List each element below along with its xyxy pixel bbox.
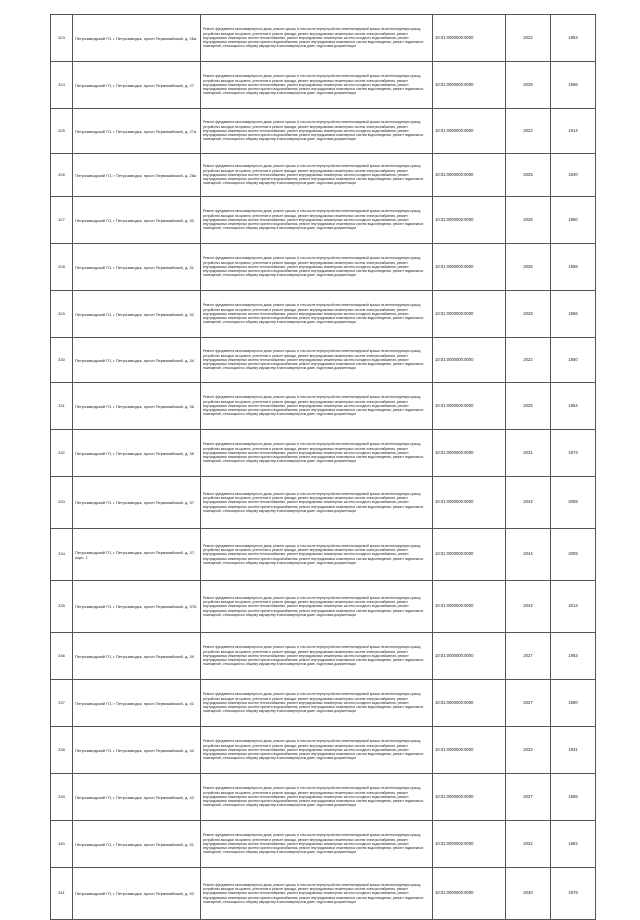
cadastral-number-cell: 10:01:0000000:0000: [433, 529, 506, 581]
row-number: 336: [51, 633, 73, 680]
cadastral-number-cell: 10:01:0000000:0000: [433, 154, 506, 197]
cadastral-number-cell: 10:01:0000000:0000: [433, 868, 506, 920]
cadastral-number-cell: 10:01:0000000:0000: [433, 244, 506, 291]
table-row: [51, 821, 596, 868]
row-number: 332: [51, 430, 73, 477]
work-description-cell: Ремонт фундамента многоквартирного дома, ремонт крыши, в том числе переустройство невентилируемой крыши на вентилируемую крышу, устройство выходов на кровлю, утепление и ремонт фасада, ремонт внутридомовых инженерных систем электроснабжения, ремонт внутридомовых инженерных систем теплоснабжения, ремонт внутридомовых инженерных систем холодного водоснабжения, ремонт внутридомовых инженерных систем горячего водоснабжения, ремонт внутридомовых инженерных систем водоотведения, ремонт подвальных помещений, относящихся к общему имуществу в многоквартирном доме, подготовка документации: [201, 15, 433, 62]
row-number: 329: [51, 291, 73, 338]
table-row: [51, 581, 596, 633]
address-cell: Петрозаводский ГО, г Петрозаводск, просп Первомайский, д. 36: [73, 383, 201, 430]
address-cell: Петрозаводский ГО, г Петрозаводск, просп Первомайский, д. 27: [73, 62, 201, 109]
planned-year-cell: 2027: [506, 633, 551, 680]
cadastral-number-cell: 10:01:0000000:0000: [433, 109, 506, 154]
planned-year-cell: 2022: [506, 15, 551, 62]
cadastral-number-cell: 10:01:0000000:0000: [433, 821, 506, 868]
build-year-cell: 1956: [551, 244, 596, 291]
row-number: 331: [51, 383, 73, 430]
planned-year-cell: 2022: [506, 338, 551, 383]
build-year-cell: 1914: [551, 109, 596, 154]
capital-repair-table: [50, 14, 596, 920]
build-year-cell: 1940: [551, 154, 596, 197]
build-year-cell: 1973: [551, 430, 596, 477]
work-description-cell: Ремонт фундамента многоквартирного дома, ремонт крыши, в том числе переустройство невентилируемой крыши на вентилируемую крышу, устройство выходов на кровлю, утепление и ремонт фасада, ремонт внутридомовых инженерных систем электроснабжения, ремонт внутридомовых инженерных систем теплоснабжения, ремонт внутридомовых инженерных систем холодного водоснабжения, ремонт внутридомовых инженерных систем горячего водоснабжения, ремонт внутридомовых инженерных систем водоотведения, ремонт подвальных помещений, относящихся к общему имуществу в многоквартирном доме, подготовка документации: [201, 430, 433, 477]
table-row: [51, 633, 596, 680]
row-number: 341: [51, 868, 73, 920]
build-year-cell: 1950: [551, 197, 596, 244]
planned-year-cell: 2025: [506, 154, 551, 197]
build-year-cell: 1982: [551, 821, 596, 868]
work-description-cell: Ремонт фундамента многоквартирного дома, ремонт крыши, в том числе переустройство невентилируемой крыши на вентилируемую крышу, устройство выходов на кровлю, утепление и ремонт фасада, ремонт внутридомовых инженерных систем электроснабжения, ремонт внутридомовых инженерных систем теплоснабжения, ремонт внутридомовых инженерных систем холодного водоснабжения, ремонт внутридомовых инженерных систем горячего водоснабжения, ремонт внутридомовых инженерных систем водоотведения, ремонт подвальных помещений, относящихся к общему имуществу в многоквартирном доме, подготовка документации: [201, 338, 433, 383]
build-year-cell: 1963: [551, 633, 596, 680]
cadastral-number-cell: 10:01:0000000:0000: [433, 477, 506, 529]
work-description-cell: Ремонт фундамента многоквартирного дома, ремонт крыши, в том числе переустройство невентилируемой крыши на вентилируемую крышу, устройство выходов на кровлю, утепление и ремонт фасада, ремонт внутридомовых инженерных систем электроснабжения, ремонт внутридомовых инженерных систем теплоснабжения, ремонт внутридомовых инженерных систем холодного водоснабжения, ремонт внутридомовых инженерных систем горячего водоснабжения, ремонт внутридомовых инженерных систем водоотведения, ремонт подвальных помещений, относящихся к общему имуществу в многоквартирном доме, подготовка документации: [201, 680, 433, 727]
address-cell: Петрозаводский ГО, г Петрозаводск, просп Первомайский, д. 37Б: [73, 581, 201, 633]
table-row: [51, 291, 596, 338]
work-description-cell: Ремонт фундамента многоквартирного дома, ремонт крыши, в том числе переустройство невентилируемой крыши на вентилируемую крышу, устройство выходов на кровлю, утепление и ремонт фасада, ремонт внутридомовых инженерных систем электроснабжения, ремонт внутридомовых инженерных систем теплоснабжения, ремонт внутридомовых инженерных систем холодного водоснабжения, ремонт внутридомовых инженерных систем горячего водоснабжения, ремонт внутридомовых инженерных систем водоотведения, ремонт подвальных помещений, относящихся к общему имуществу в многоквартирном доме, подготовка документации: [201, 383, 433, 430]
cadastral-number-cell: 10:01:0000000:0000: [433, 774, 506, 821]
planned-year-cell: 2031: [506, 430, 551, 477]
table-row: [51, 244, 596, 291]
planned-year-cell: 2027: [506, 680, 551, 727]
address-cell: Петрозаводский ГО, г Петрозаводск, просп Первомайский, д. 39: [73, 633, 201, 680]
cadastral-number-cell: 10:01:0000000:0000: [433, 430, 506, 477]
cadastral-number-cell: 10:01:0000000:0000: [433, 680, 506, 727]
planned-year-cell: 2044: [506, 581, 551, 633]
table-row: [51, 529, 596, 581]
table-row: [51, 109, 596, 154]
cadastral-number-cell: 10:01:0000000:0000: [433, 197, 506, 244]
work-description-cell: Ремонт фундамента многоквартирного дома, ремонт крыши, в том числе переустройство невентилируемой крыши на вентилируемую крышу, устройство выходов на кровлю, утепление и ремонт фасада, ремонт внутридомовых инженерных систем электроснабжения, ремонт внутридомовых инженерных систем теплоснабжения, ремонт внутридомовых инженерных систем холодного водоснабжения, ремонт внутридомовых инженерных систем горячего водоснабжения, ремонт внутридомовых инженерных систем водоотведения, ремонт подвальных помещений, относящихся к общему имуществу в многоквартирном доме, подготовка документации: [201, 727, 433, 774]
address-cell: Петрозаводский ГО, г Петрозаводск, просп Первомайский, д. 28а: [73, 154, 201, 197]
table-row: [51, 477, 596, 529]
address-cell: Петрозаводский ГО, г Петрозаводск, просп Первомайский, д. 52: [73, 868, 201, 920]
table-row: [51, 430, 596, 477]
planned-year-cell: 2044: [506, 529, 551, 581]
row-number: 338: [51, 727, 73, 774]
row-number: 334: [51, 529, 73, 581]
work-description-cell: Ремонт фундамента многоквартирного дома, ремонт крыши, в том числе переустройство невентилируемой крыши на вентилируемую крышу, устройство выходов на кровлю, утепление и ремонт фасада, ремонт внутридомовых инженерных систем электроснабжения, ремонт внутридомовых инженерных систем теплоснабжения, ремонт внутридомовых инженерных систем холодного водоснабжения, ремонт внутридомовых инженерных систем горячего водоснабжения, ремонт внутридомовых инженерных систем водоотведения, ремонт подвальных помещений, относящихся к общему имуществу в многоквартирном доме, подготовка документации: [201, 774, 433, 821]
row-number: 337: [51, 680, 73, 727]
cadastral-number-cell: 10:01:0000000:0000: [433, 15, 506, 62]
address-cell: Петрозаводский ГО, г Петрозаводск, просп Первомайский, д. 31: [73, 244, 201, 291]
row-number: 324: [51, 62, 73, 109]
cadastral-number-cell: 10:01:0000000:0000: [433, 727, 506, 774]
build-year-cell: 1931: [551, 727, 596, 774]
table-row: [51, 154, 596, 197]
work-description-cell: Ремонт фундамента многоквартирного дома, ремонт крыши, в том числе переустройство невентилируемой крыши на вентилируемую крышу, устройство выходов на кровлю, утепление и ремонт фасада, ремонт внутридомовых инженерных систем электроснабжения, ремонт внутридомовых инженерных систем теплоснабжения, ремонт внутридомовых инженерных систем холодного водоснабжения, ремонт внутридомовых инженерных систем горячего водоснабжения, ремонт внутридомовых инженерных систем водоотведения, ремонт подвальных помещений, относящихся к общему имуществу в многоквартирном доме, подготовка документации: [201, 62, 433, 109]
planned-year-cell: 2040: [506, 868, 551, 920]
work-description-cell: Ремонт фундамента многоквартирного дома, ремонт крыши, в том числе переустройство невентилируемой крыши на вентилируемую крышу, устройство выходов на кровлю, утепление и ремонт фасада, ремонт внутридомовых инженерных систем электроснабжения, ремонт внутридомовых инженерных систем теплоснабжения, ремонт внутридомовых инженерных систем холодного водоснабжения, ремонт внутридомовых инженерных систем горячего водоснабжения, ремонт внутридомовых инженерных систем водоотведения, ремонт подвальных помещений, относящихся к общему имуществу в многоквартирном доме, подготовка документации: [201, 291, 433, 338]
build-year-cell: 1956: [551, 291, 596, 338]
work-description-cell: Ремонт фундамента многоквартирного дома, ремонт крыши, в том числе переустройство невентилируемой крыши на вентилируемую крышу, устройство выходов на кровлю, утепление и ремонт фасада, ремонт внутридомовых инженерных систем электроснабжения, ремонт внутридомовых инженерных систем теплоснабжения, ремонт внутридомовых инженерных систем холодного водоснабжения, ремонт внутридомовых инженерных систем горячего водоснабжения, ремонт внутридомовых инженерных систем водоотведения, ремонт подвальных помещений, относящихся к общему имуществу в многоквартирном доме, подготовка документации: [201, 197, 433, 244]
work-description-cell: Ремонт фундамента многоквартирного дома, ремонт крыши, в том числе переустройство невентилируемой крыши на вентилируемую крышу, устройство выходов на кровлю, утепление и ремонт фасада, ремонт внутридомовых инженерных систем электроснабжения, ремонт внутридомовых инженерных систем теплоснабжения, ремонт внутридомовых инженерных систем холодного водоснабжения, ремонт внутридомовых инженерных систем горячего водоснабжения, ремонт внутридомовых инженерных систем водоотведения, ремонт подвальных помещений, относящихся к общему имуществу в многоквартирном доме, подготовка документации: [201, 109, 433, 154]
address-cell: Петрозаводский ГО, г Петрозаводск, просп Первомайский, д. 41: [73, 680, 201, 727]
cadastral-number-cell: 10:01:0000000:0000: [433, 62, 506, 109]
build-year-cell: 1956: [551, 62, 596, 109]
build-year-cell: 1950: [551, 338, 596, 383]
address-cell: Петрозаводский ГО, г Петрозаводск, просп Первомайский, д. 42: [73, 774, 201, 821]
address-cell: Петрозаводский ГО, г Петрозаводск, просп Первомайский, д. 51: [73, 821, 201, 868]
build-year-cell: 1963: [551, 15, 596, 62]
planned-year-cell: 2032: [506, 821, 551, 868]
row-number: 330: [51, 338, 73, 383]
table-row: [51, 197, 596, 244]
table-row: [51, 680, 596, 727]
work-description-cell: Ремонт фундамента многоквартирного дома, ремонт крыши, в том числе переустройство невентилируемой крыши на вентилируемую крышу, устройство выходов на кровлю, утепление и ремонт фасада, ремонт внутридомовых инженерных систем электроснабжения, ремонт внутридомовых инженерных систем теплоснабжения, ремонт внутридомовых инженерных систем холодного водоснабжения, ремонт внутридомовых инженерных систем горячего водоснабжения, ремонт внутридомовых инженерных систем водоотведения, ремонт подвальных помещений, относящихся к общему имуществу в многоквартирном доме, подготовка документации: [201, 868, 433, 920]
work-description-cell: Ремонт фундамента многоквартирного дома, ремонт крыши, в том числе переустройство невентилируемой крыши на вентилируемую крышу, устройство выходов на кровлю, утепление и ремонт фасада, ремонт внутридомовых инженерных систем электроснабжения, ремонт внутридомовых инженерных систем теплоснабжения, ремонт внутридомовых инженерных систем холодного водоснабжения, ремонт внутридомовых инженерных систем горячего водоснабжения, ремонт внутридомовых инженерных систем водоотведения, ремонт подвальных помещений, относящихся к общему имуществу в многоквартирном доме, подготовка документации: [201, 633, 433, 680]
build-year-cell: 2013: [551, 581, 596, 633]
cadastral-number-cell: 10:01:0000000:0000: [433, 291, 506, 338]
address-cell: Петрозаводский ГО, г Петрозаводск, просп Первомайский, д. 40: [73, 727, 201, 774]
cadastral-number-cell: 10:01:0000000:0000: [433, 633, 506, 680]
row-number: 340: [51, 821, 73, 868]
planned-year-cell: 2044: [506, 477, 551, 529]
work-description-cell: Ремонт фундамента многоквартирного дома, ремонт крыши, в том числе переустройство невентилируемой крыши на вентилируемую крышу, устройство выходов на кровлю, утепление и ремонт фасада, ремонт внутридомовых инженерных систем электроснабжения, ремонт внутридомовых инженерных систем теплоснабжения, ремонт внутридомовых инженерных систем холодного водоснабжения, ремонт внутридомовых инженерных систем горячего водоснабжения, ремонт внутридомовых инженерных систем водоотведения, ремонт подвальных помещений, относящихся к общему имуществу в многоквартирном доме, подготовка документации: [201, 529, 433, 581]
address-cell: Петрозаводский ГО, г Петрозаводск, просп Первомайский, д. 26а: [73, 15, 201, 62]
cadastral-number-cell: 10:01:0000000:0000: [433, 383, 506, 430]
cadastral-number-cell: 10:01:0000000:0000: [433, 581, 506, 633]
table-row: [51, 868, 596, 920]
row-number: 339: [51, 774, 73, 821]
planned-year-cell: 2022: [506, 109, 551, 154]
address-cell: Петрозаводский ГО, г Петрозаводск, просп Первомайский, д. 37: [73, 477, 201, 529]
work-description-cell: Ремонт фундамента многоквартирного дома, ремонт крыши, в том числе переустройство невентилируемой крыши на вентилируемую крышу, устройство выходов на кровлю, утепление и ремонт фасада, ремонт внутридомовых инженерных систем электроснабжения, ремонт внутридомовых инженерных систем теплоснабжения, ремонт внутридомовых инженерных систем холодного водоснабжения, ремонт внутридомовых инженерных систем горячего водоснабжения, ремонт внутридомовых инженерных систем водоотведения, ремонт подвальных помещений, относящихся к общему имуществу в многоквартирном доме, подготовка документации: [201, 477, 433, 529]
table-row: [51, 15, 596, 62]
address-cell: Петрозаводский ГО, г Петрозаводск, просп Первомайский, д. 34: [73, 338, 201, 383]
planned-year-cell: 2028: [506, 197, 551, 244]
table-row: [51, 338, 596, 383]
row-number: 326: [51, 154, 73, 197]
row-number: 335: [51, 581, 73, 633]
address-cell: Петрозаводский ГО, г Петрозаводск, просп Первомайский, д. 27а: [73, 109, 201, 154]
document-page: [50, 14, 595, 920]
planned-year-cell: 2032: [506, 727, 551, 774]
build-year-cell: 2008: [551, 477, 596, 529]
row-number: 328: [51, 244, 73, 291]
row-number: 327: [51, 197, 73, 244]
cadastral-number-cell: 10:01:0000000:0000: [433, 338, 506, 383]
build-year-cell: 2009: [551, 529, 596, 581]
build-year-cell: 1964: [551, 383, 596, 430]
planned-year-cell: 2027: [506, 774, 551, 821]
planned-year-cell: 2026: [506, 244, 551, 291]
work-description-cell: Ремонт фундамента многоквартирного дома, ремонт крыши, в том числе переустройство невентилируемой крыши на вентилируемую крышу, устройство выходов на кровлю, утепление и ремонт фасада, ремонт внутридомовых инженерных систем электроснабжения, ремонт внутридомовых инженерных систем теплоснабжения, ремонт внутридомовых инженерных систем холодного водоснабжения, ремонт внутридомовых инженерных систем горячего водоснабжения, ремонт внутридомовых инженерных систем водоотведения, ремонт подвальных помещений, относящихся к общему имуществу в многоквартирном доме, подготовка документации: [201, 581, 433, 633]
row-number: 323: [51, 15, 73, 62]
build-year-cell: 1979: [551, 868, 596, 920]
table-row: [51, 774, 596, 821]
address-cell: Петрозаводский ГО, г Петрозаводск, просп Первомайский, д. 32: [73, 291, 201, 338]
table-row: [51, 727, 596, 774]
address-cell: Петрозаводский ГО, г Петрозаводск, просп Первомайский, д. 35: [73, 430, 201, 477]
row-number: 333: [51, 477, 73, 529]
table-row: [51, 62, 596, 109]
planned-year-cell: 2025: [506, 383, 551, 430]
planned-year-cell: 2026: [506, 62, 551, 109]
row-number: 325: [51, 109, 73, 154]
build-year-cell: 1955: [551, 774, 596, 821]
address-cell: Петрозаводский ГО, г Петрозаводск, просп Первомайский, д. 30: [73, 197, 201, 244]
work-description-cell: Ремонт фундамента многоквартирного дома, ремонт крыши, в том числе переустройство невентилируемой крыши на вентилируемую крышу, устройство выходов на кровлю, утепление и ремонт фасада, ремонт внутридомовых инженерных систем электроснабжения, ремонт внутридомовых инженерных систем теплоснабжения, ремонт внутридомовых инженерных систем холодного водоснабжения, ремонт внутридомовых инженерных систем горячего водоснабжения, ремонт внутридомовых инженерных систем водоотведения, ремонт подвальных помещений, относящихся к общему имуществу в многоквартирном доме, подготовка документации: [201, 154, 433, 197]
address-cell: Петрозаводский ГО, г Петрозаводск, просп Первомайский, д. 37, корп. 1: [73, 529, 201, 581]
work-description-cell: Ремонт фундамента многоквартирного дома, ремонт крыши, в том числе переустройство невентилируемой крыши на вентилируемую крышу, устройство выходов на кровлю, утепление и ремонт фасада, ремонт внутридомовых инженерных систем электроснабжения, ремонт внутридомовых инженерных систем теплоснабжения, ремонт внутридомовых инженерных систем холодного водоснабжения, ремонт внутридомовых инженерных систем горячего водоснабжения, ремонт внутридомовых инженерных систем водоотведения, ремонт подвальных помещений, относящихся к общему имуществу в многоквартирном доме, подготовка документации: [201, 821, 433, 868]
build-year-cell: 1960: [551, 680, 596, 727]
table-row: [51, 383, 596, 430]
table-body: [51, 15, 596, 920]
planned-year-cell: 2028: [506, 291, 551, 338]
work-description-cell: Ремонт фундамента многоквартирного дома, ремонт крыши, в том числе переустройство невентилируемой крыши на вентилируемую крышу, устройство выходов на кровлю, утепление и ремонт фасада, ремонт внутридомовых инженерных систем электроснабжения, ремонт внутридомовых инженерных систем теплоснабжения, ремонт внутридомовых инженерных систем холодного водоснабжения, ремонт внутридомовых инженерных систем горячего водоснабжения, ремонт внутридомовых инженерных систем водоотведения, ремонт подвальных помещений, относящихся к общему имуществу в многоквартирном доме, подготовка документации: [201, 244, 433, 291]
